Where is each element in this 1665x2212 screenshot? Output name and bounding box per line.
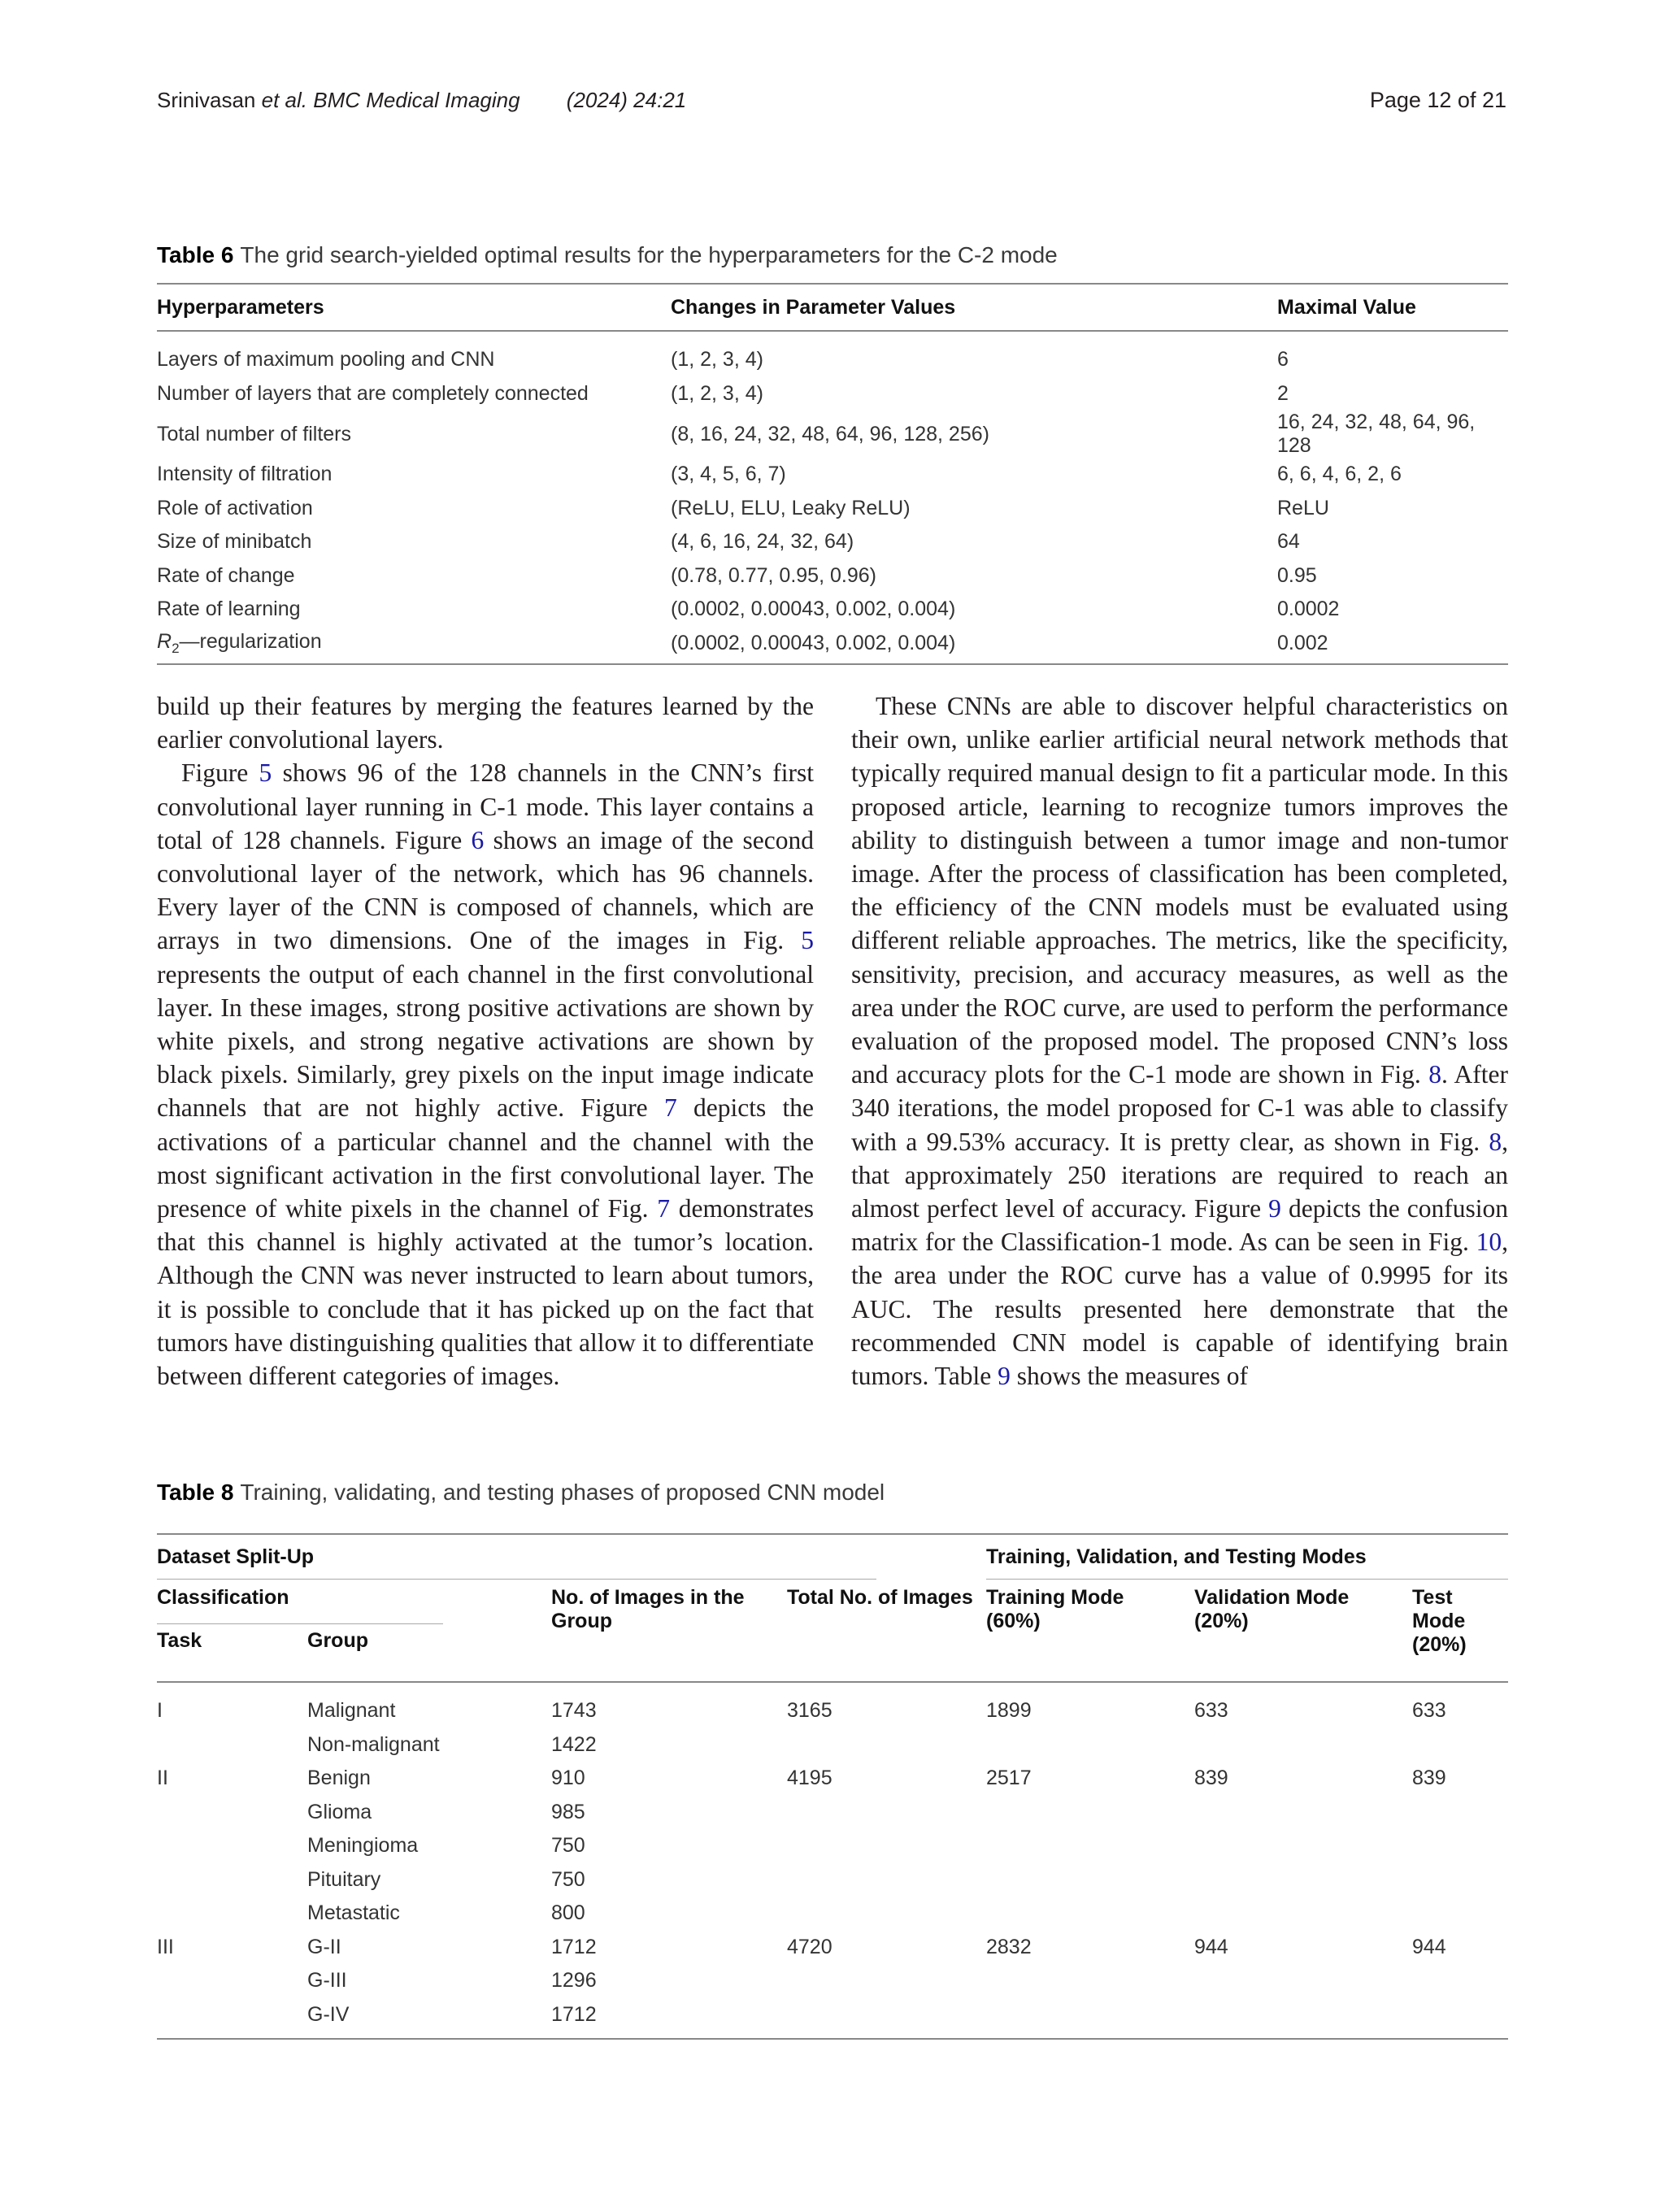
table-cell: 1899 <box>986 1699 1032 1723</box>
table-cell: 1422 <box>551 1732 597 1756</box>
table8-caption-text: Training, validating, and testing phases of proposed CNN model <box>240 1480 885 1505</box>
table-cell: Rate of learning <box>157 598 301 621</box>
table-cell: G-II <box>307 1935 341 1958</box>
figure-link[interactable]: 5 <box>259 758 272 788</box>
table-cell: Layers of maximum pooling and CNN <box>157 348 495 372</box>
r2-subscript: 2 <box>172 640 180 656</box>
table-cell: 750 <box>551 1834 585 1858</box>
table-cell: (8, 16, 24, 32, 48, 64, 96, 128, 256) <box>671 422 989 445</box>
table-cell: Metastatic <box>307 1901 400 1925</box>
table8-caption <box>157 1480 885 1506</box>
table-cell: (3, 4, 5, 6, 7) <box>671 463 786 486</box>
table-cell: Malignant <box>307 1699 396 1723</box>
table8-h-classification <box>157 1580 551 1624</box>
table-cell: 0.95 <box>1277 563 1317 587</box>
table6-label: Table 6 <box>157 242 234 267</box>
table-cell: 750 <box>551 1867 585 1891</box>
table-cell <box>157 1863 307 1897</box>
table-row <box>157 559 1508 593</box>
figure-link[interactable]: 8 <box>1428 1060 1441 1089</box>
figure-link[interactable]: 8 <box>1489 1127 1502 1156</box>
table-cell <box>1194 1998 1412 2040</box>
header-etal: et al. <box>261 88 308 112</box>
header-journal: BMC Medical Imaging <box>313 88 520 112</box>
table-cell: Total number of filters <box>157 422 351 445</box>
table-cell: (ReLU, ELU, Leaky ReLU) <box>671 496 911 519</box>
table-row <box>157 492 1508 526</box>
table-cell <box>1194 1728 1412 1762</box>
table-cell <box>157 1897 307 1931</box>
table-cell: Benign <box>307 1767 371 1790</box>
table8-h-val: Validation Mode (20%) <box>1194 1586 1350 1632</box>
table-row <box>157 1897 1508 1931</box>
table-cell: 64 <box>1277 530 1300 554</box>
table-cell: (0.78, 0.77, 0.95, 0.96) <box>671 563 876 587</box>
table-cell: 4195 <box>787 1767 832 1790</box>
text-run: depicts the activations of a particular channel and the channel with the most significant activation in the first convolutional layer. The presence of white pixels in the channel of Fig. <box>157 1093 814 1223</box>
r2-rest: —regularization <box>179 629 322 653</box>
table-cell: Intensity of filtration <box>157 463 333 486</box>
table8-h-test: Test Mode (20%) <box>1412 1586 1467 1656</box>
text-run: represents the output of each channel in the first convolutional layer. In these images, strong positive activations are shown by white pixels, and strong negative activations are shown by black pixels. Similarly, grey pixels on the input image indicate channels that are not highly active. Figure <box>157 959 814 1123</box>
table-row <box>157 1829 1508 1863</box>
table-row <box>157 1964 1508 1998</box>
table8-h-modes-text: Training, Validation, and Testing Modes <box>986 1535 1508 1580</box>
table-cell: 6, 6, 4, 6, 2, 6 <box>1277 463 1402 486</box>
table-cell: 839 <box>1194 1767 1228 1790</box>
running-header-citation <box>157 88 686 113</box>
table-cell: II <box>157 1767 168 1790</box>
table-cell <box>787 1897 986 1931</box>
text-run: shows the measures of <box>1010 1362 1249 1391</box>
table-cell: Rate of change <box>157 563 295 587</box>
table-cell: 0.002 <box>1277 631 1328 654</box>
table-cell: ReLU <box>1277 496 1329 519</box>
table-cell: 16, 24, 32, 48, 64, 96, 128 <box>1277 411 1476 457</box>
figure-link[interactable]: 9 <box>1268 1194 1281 1223</box>
table-row <box>157 627 1508 665</box>
body-column-right <box>851 689 1508 1393</box>
table-cell <box>986 1964 1194 1998</box>
header-year-volume: (2024) 24:21 <box>566 88 687 112</box>
paragraph: build up their features by merging the features learned by the earlier convolutional layers. <box>157 692 814 754</box>
table8-h-group: Group <box>307 1629 368 1652</box>
table-row <box>157 411 1508 458</box>
table-cell: 2832 <box>986 1935 1032 1958</box>
table8-h-nimages: No. of Images in the Group <box>551 1586 745 1632</box>
table-cell <box>787 1964 986 1998</box>
table-cell <box>1412 1796 1508 1830</box>
table-cell <box>1194 1796 1412 1830</box>
table6-caption-text: The grid search-yielded optimal results for the hyperparameters for the C-2 mode <box>240 242 1058 267</box>
table-cell: 1296 <box>551 1969 597 1993</box>
table-cell: (0.0002, 0.00043, 0.002, 0.004) <box>671 631 956 654</box>
table-row <box>157 525 1508 559</box>
table-cell <box>1412 1897 1508 1931</box>
table-cell <box>1194 1964 1412 1998</box>
table-cell: 2 <box>1277 381 1289 405</box>
table6-col-changes: Changes in Parameter Values <box>671 284 1277 331</box>
table8-h-total: Total No. of Images <box>787 1586 973 1609</box>
table-cell: 3165 <box>787 1699 832 1723</box>
table-row <box>157 1998 1508 2040</box>
table-cell <box>1412 1728 1508 1762</box>
table-cell: (0.0002, 0.00043, 0.002, 0.004) <box>671 598 956 621</box>
table-cell: 1743 <box>551 1699 597 1723</box>
table-cell <box>1412 1964 1508 1998</box>
table-row <box>157 593 1508 627</box>
figure-link[interactable]: 5 <box>801 926 814 955</box>
table-cell: 633 <box>1412 1699 1446 1723</box>
table-cell <box>1412 1998 1508 2040</box>
figure-link[interactable]: 7 <box>657 1194 671 1223</box>
table-cell <box>1412 1863 1508 1897</box>
table8-h-split <box>157 1534 986 1580</box>
table-row <box>157 1762 1508 1796</box>
table-cell: 633 <box>1194 1699 1228 1723</box>
table-row <box>157 458 1508 492</box>
table-cell: (1, 2, 3, 4) <box>671 348 763 372</box>
table6-header-row <box>157 284 1508 331</box>
table-cell: (1, 2, 3, 4) <box>671 381 763 405</box>
table6-col-hyperparameters: Hyperparameters <box>157 284 671 331</box>
table-cell: 839 <box>1412 1767 1446 1790</box>
table-cell: 0.0002 <box>1277 598 1340 621</box>
table-cell <box>787 1728 986 1762</box>
table-cell: 944 <box>1194 1935 1228 1958</box>
body-column-left <box>157 689 814 1393</box>
text-run: depicts the confusion matrix for the Classification-1 mode. As can be seen in Fig. <box>851 1194 1508 1257</box>
table-cell: 1712 <box>551 2002 597 2026</box>
table-cell <box>986 1728 1194 1762</box>
table-cell: Glioma <box>307 1800 372 1823</box>
r2-symbol: R <box>157 629 172 653</box>
text-run: Figure <box>181 758 259 788</box>
table-row <box>157 1796 1508 1830</box>
table-cell <box>157 1998 307 2040</box>
table-cell: I <box>157 1699 163 1723</box>
table8-h-classification-text: Classification <box>157 1586 443 1624</box>
table-cell <box>157 1728 307 1762</box>
table-cell: 944 <box>1412 1935 1446 1958</box>
table-cell: Role of activation <box>157 496 313 519</box>
table-cell <box>787 1796 986 1830</box>
figure-link[interactable]: 6 <box>471 825 485 854</box>
header-authors: Srinivasan <box>157 88 256 112</box>
table-cell: Non-malignant <box>307 1732 440 1756</box>
table-cell <box>1194 1829 1412 1863</box>
paragraph <box>157 756 814 1393</box>
table-cell: (4, 6, 16, 24, 32, 64) <box>671 530 854 554</box>
text-run: These CNNs are able to discover helpful characteristics on their own, unlike earlier artificial neural network methods that typically required manual design to fit a particular mode. In this proposed article, learning to recognize tumors improves the ability to distinguish between a tumor image and non-tumor image. After the process of classification has been completed, the efficiency of the CNN models must be evaluated using different reliable approaches. The metrics, like the specificity, sensitivity, precision, and accuracy measures, as well as the area under the ROC curve, are used to perform the performance evaluation of the proposed model. The proposed CNN’s loss and accuracy plots for the C-1 mode are shown in Fig. <box>851 692 1508 1089</box>
table8-header-row-1 <box>157 1534 1508 1580</box>
table-cell <box>986 1829 1194 1863</box>
table-cell: 910 <box>551 1767 585 1790</box>
table-cell <box>787 1829 986 1863</box>
table-cell <box>1194 1863 1412 1897</box>
table-cell: 6 <box>1277 348 1289 372</box>
table-cell: 2517 <box>986 1767 1032 1790</box>
table-row <box>157 377 1508 411</box>
text-run: shows an image of the second convolutional layer of the network, which has 96 channels. Every layer of the CNN is composed of channels, which are arrays in two dimensions. One of the images in Fig. <box>157 825 815 955</box>
table-row <box>157 1728 1508 1762</box>
table-cell <box>1412 1829 1508 1863</box>
figure-link[interactable]: 7 <box>663 1093 677 1123</box>
table-cell-r2 <box>157 627 671 665</box>
table-cell <box>787 1998 986 2040</box>
table-row <box>157 1931 1508 1965</box>
table-cell <box>157 1964 307 1998</box>
table-cell <box>986 1897 1194 1931</box>
text-run: , that approximately 250 iterations are required to reach an almost perfect level of accuracy. Figure <box>851 1127 1508 1223</box>
text-run: shows 96 of the 128 channels in the CNN’s first convolutional layer running in C-1 mode. This layer contains a total of 128 channels. Figure <box>157 758 814 854</box>
table-link[interactable]: 9 <box>998 1362 1011 1391</box>
table-cell <box>157 1796 307 1830</box>
table-cell <box>787 1863 986 1897</box>
page-number: Page 12 of 21 <box>1369 88 1506 112</box>
table-cell: Number of layers that are completely connected <box>157 381 589 405</box>
table8 <box>157 1533 1508 2040</box>
table8-h-train: Training Mode (60%) <box>986 1586 1124 1632</box>
table-cell: Size of minibatch <box>157 530 312 554</box>
table-row <box>157 331 1508 377</box>
table6-col-maximal: Maximal Value <box>1277 284 1508 331</box>
text-run: . After 340 iterations, the model proposed for C-1 was able to classify with a 99.53% accuracy. It is pretty clear, as shown in Fig. <box>851 1060 1508 1156</box>
table-cell <box>986 1863 1194 1897</box>
table-cell <box>157 1829 307 1863</box>
figure-link[interactable]: 10 <box>1476 1228 1502 1257</box>
table-cell: 1712 <box>551 1935 597 1958</box>
table-cell <box>986 1796 1194 1830</box>
table8-label: Table 8 <box>157 1480 234 1505</box>
table-row <box>157 1682 1508 1728</box>
table-cell: G-III <box>307 1969 347 1993</box>
table-cell: 4720 <box>787 1935 832 1958</box>
table8-h-task: Task <box>157 1629 202 1652</box>
table-cell: G-IV <box>307 2002 350 2026</box>
table8-h-split-text: Dataset Split-Up <box>157 1535 876 1580</box>
table-cell: 985 <box>551 1800 585 1823</box>
table6-caption <box>157 242 1058 268</box>
table-cell <box>986 1998 1194 2040</box>
table-cell: Pituitary <box>307 1867 381 1891</box>
table8-header-row-2 <box>157 1580 1508 1624</box>
text-run: , the area under the ROC curve has a value of 0.9995 for its AUC. The results presented here demonstrate that the recommended CNN model is capable of identifying brain tumors. Table <box>851 1228 1508 1391</box>
table-row <box>157 1863 1508 1897</box>
table-cell: 800 <box>551 1901 585 1925</box>
text-run: demonstrates that this channel is highly activated at the tumor’s location. Although the CNN was never instructed to learn about tumors, it is possible to conclude that it has picked up on the fact that tumors have distinguishing qualities that allow it to differentiate between different categories of images. <box>157 1194 814 1391</box>
table8-h-modes <box>986 1534 1508 1580</box>
table6 <box>157 283 1508 665</box>
table-cell: Meningioma <box>307 1834 419 1858</box>
paragraph <box>851 689 1508 1393</box>
table-cell <box>1194 1897 1412 1931</box>
table-cell: III <box>157 1935 174 1958</box>
